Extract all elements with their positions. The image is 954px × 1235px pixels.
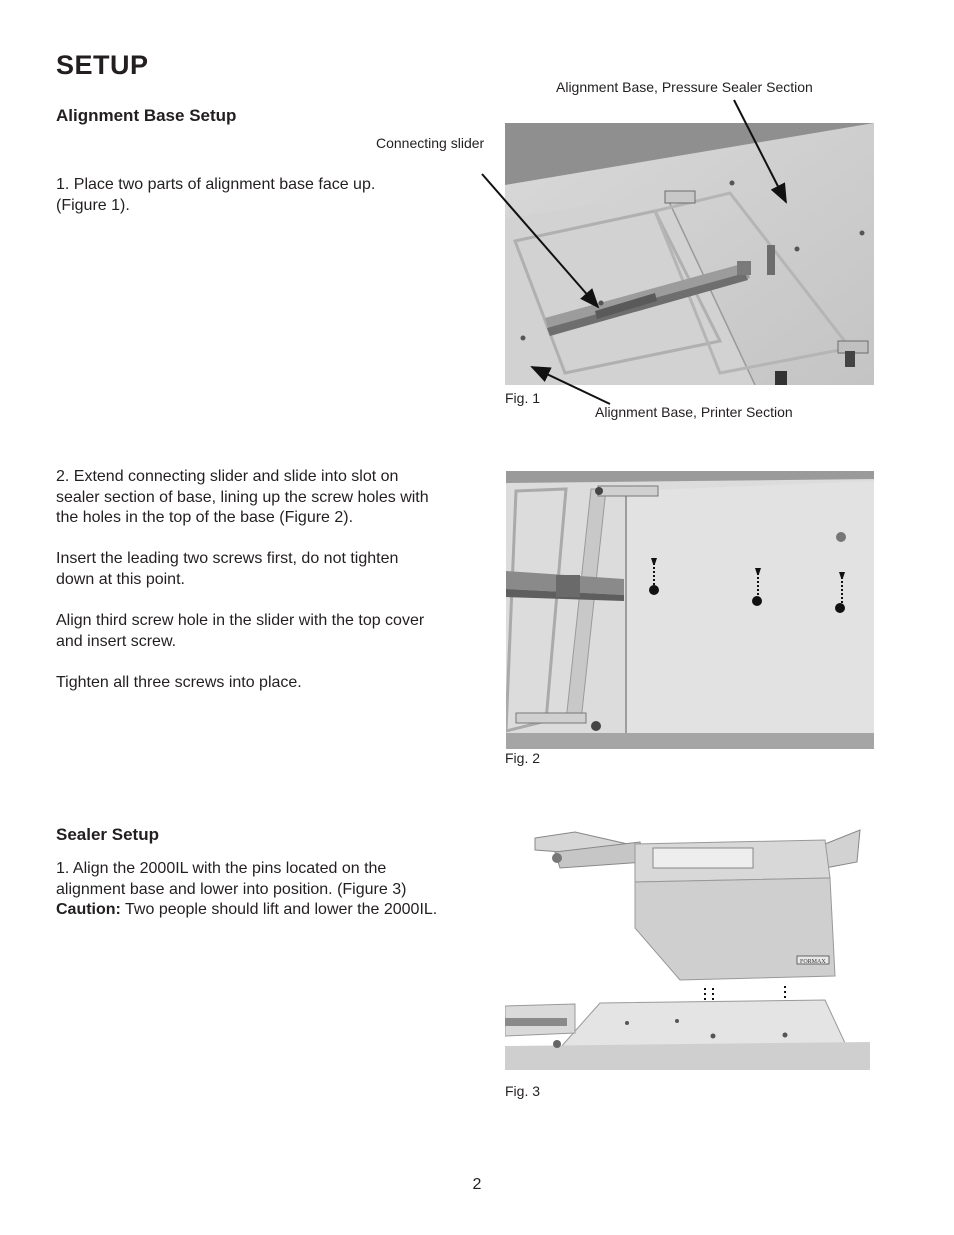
page-number: 2 — [472, 1176, 482, 1193]
sealer-caution — [56, 900, 446, 921]
step2-paragraph-4: Tighten all three screws into place. — [56, 673, 302, 691]
arrow-pressure-sealer — [734, 100, 786, 202]
figure-2-photo — [506, 471, 874, 749]
sealer-step1-text: 1. Align the 2000IL with the pins located on the alignment base and lower into position. (Figure 3) — [56, 860, 407, 898]
fig3-caption: Fig. 3 — [505, 1083, 541, 1099]
label-printer-section: Alignment Base, Printer Section — [595, 404, 793, 420]
fig2-caption: Fig. 2 — [505, 750, 541, 766]
label-pressure-sealer-section: Alignment Base, Pressure Sealer Section — [556, 79, 813, 95]
caution-label: Caution: — [56, 901, 121, 919]
label-connecting-slider: Connecting slider — [376, 135, 485, 151]
step2-paragraph-2: Insert the leading two screws first, do not tighten down at this point. — [56, 550, 399, 588]
alignment-step1-line1: 1. Place two parts of alignment base face up. — [56, 176, 376, 193]
sealer-setup-heading: Sealer Setup — [56, 825, 159, 844]
arrow-connecting-slider — [482, 174, 598, 307]
arrow-printer-section — [532, 367, 610, 404]
alignment-step2 — [56, 467, 436, 714]
fig1-caption: Fig. 1 — [505, 390, 541, 406]
fig3-brand-label: FORMAX — [800, 959, 826, 965]
step2-paragraph-3: Align third screw hole in the slider with the top cover and insert screw. — [56, 612, 425, 650]
caution-text: Two people should lift and lower the 2000IL. — [120, 901, 438, 919]
step2-paragraph-1: 2. Extend connecting slider and slide into slot on sealer section of base, lining up the screw holes with the holes in the top of the base (Figure 2). — [56, 468, 429, 527]
figure-1-arrows — [0, 0, 954, 430]
sealer-step1 — [56, 859, 446, 921]
alignment-base-heading: Alignment Base Setup — [56, 106, 237, 125]
page-title: SETUP — [56, 50, 149, 80]
figure-3-photo — [505, 828, 870, 1070]
alignment-step1-line2: (Figure 1). — [56, 196, 130, 214]
